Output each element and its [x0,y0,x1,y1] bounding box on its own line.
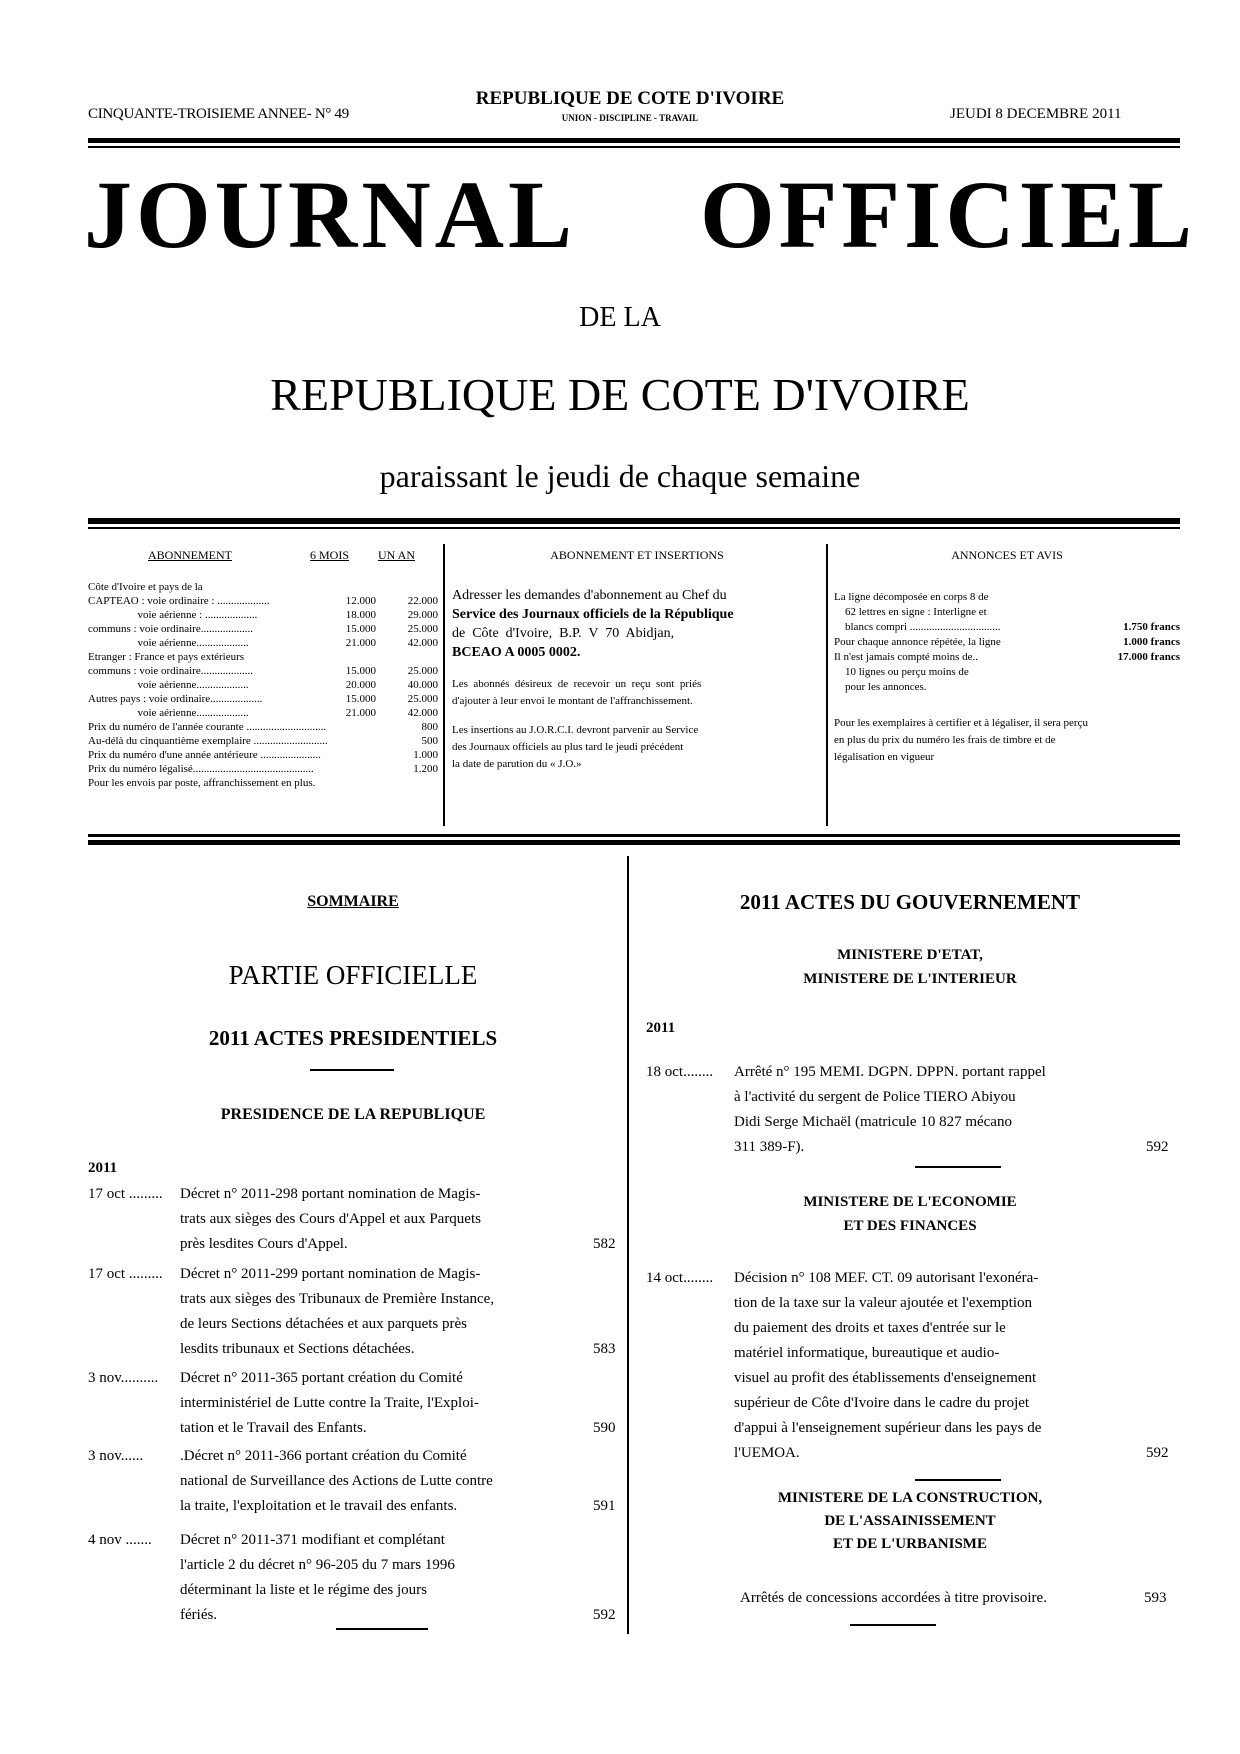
subscription-row-label: Etranger : France et pays extérieurs [88,651,245,663]
sommaire-entry-page: 591 [593,1498,616,1514]
gov-entry-line: à l'activité du sergent de Police TIERO Abiyou [734,1089,1016,1105]
subscription-row [88,692,438,706]
subscription-row-6mois: 15.000 [345,623,376,635]
annonces-note-line: Pour les exemplaires à certifier et à légaliser, il sera perçu [834,717,1088,729]
insertions-line-deadline: Les insertions au J.O.R.C.I. devront parvenir au Service [452,724,699,736]
sommaire-entry-date: 17 oct ......... [88,1266,163,1282]
sommaire-entry-line: Décret n° 2011-371 modifiant et complétant [180,1532,445,1548]
gov-entry-line: du paiement des droits et taxes d'entrée sur le [734,1320,1006,1336]
ministry-construction [640,1487,1180,1556]
subscription-row-an: 800 [421,721,438,733]
subscription-row-an: 29.000 [407,609,438,621]
subscription-row [88,608,438,622]
gov-entry-text [734,1060,1114,1160]
subscription-heading: ABONNEMENT [148,548,232,562]
col-6mois: 6 MOIS [310,548,350,562]
subscription-row-an: 22.000 [407,595,438,607]
sommaire-entry-line: tation et le Travail des Enfants. [180,1420,367,1436]
sommaire-entry-line: Décret n° 2011-299 portant nomination de Magis- [180,1266,481,1282]
subscription-row-6mois [330,580,376,594]
annonces-row-label: Pour chaque annonce répétée, la ligne [834,636,1001,648]
column-separator [627,856,629,1634]
sommaire-entry-page: 583 [593,1341,616,1357]
subscription-row [88,678,438,692]
subscription-row-an [376,776,438,790]
subscription-box [88,548,438,790]
right-rule-1 [915,1166,1001,1168]
subscription-row [88,594,438,608]
annonces-row-value: 1.000 francs [1123,636,1180,648]
gov-entry-line: l'UEMOA. [734,1445,800,1461]
annonces-row [834,635,1180,650]
gov-entry-line: tion de la taxe sur la valeur ajoutée et l'exemption [734,1295,1033,1311]
ministry-line: MINISTERE DE LA CONSTRUCTION, [777,1490,1043,1506]
subscription-row-label: Autres pays : voie ordinaire................... [88,693,263,705]
gov-entry-line: visuel au profit des établissements d'enseignement [734,1370,1037,1386]
masthead-title-right: OFFICIEL [700,161,1197,268]
annonces-row [834,590,1180,605]
sommaire-entry-page: 582 [593,1236,616,1252]
sommaire-heading: SOMMAIRE [307,893,399,910]
subscription-row-6mois [330,720,376,734]
masthead-country: REPUBLIQUE DE COTE D'IVOIRE [270,369,970,420]
gov-entry-line: d'appui à l'enseignement supérieur dans les pays de [734,1420,1042,1436]
masthead-de-la: DE LA [579,302,661,333]
annonces-note-line: en plus du prix du numéro les frais de timbre et de [834,734,1056,746]
right-entry-3-page: 593 [1144,1590,1167,1606]
sommaire-entry-line: fériés. [180,1607,218,1623]
ministry-line: MINISTERE DE L'INTERIEUR [803,971,1017,987]
gov-entry-line: 311 389-F). [734,1139,805,1155]
right-end-rule [850,1624,936,1626]
subscription-row-6mois: 18.000 [345,609,376,621]
subscription-row [88,580,438,594]
annonces-row-value [1096,605,1180,620]
annonces-row-value [1096,590,1180,605]
sommaire-entry-line: déterminant la liste et le régime des jours [180,1582,428,1598]
subscription-row-label: Au-délà du cinquantième exemplaire ........................... [88,735,328,747]
ministry-line: ET DE L'URBANISME [833,1536,987,1552]
ministry-interieur [640,943,1180,991]
subscription-row-an: 42.000 [407,707,438,719]
annonces-note [834,715,1180,766]
actes-gouvernement: 2011 ACTES DU GOUVERNEMENT [739,890,1081,914]
subscription-row [88,636,438,650]
subscription-row-an: 40.000 [407,679,438,691]
subscription-row [88,622,438,636]
box-divider-2 [826,544,828,826]
subscription-row-label: Prix du numéro légalisé............................................ [88,763,314,775]
presidence-heading: PRESIDENCE DE LA REPUBLIQUE [220,1106,486,1123]
sommaire-entry-text [180,1444,530,1519]
subscription-row-label: communs : voie ordinaire................... [88,665,253,677]
annonces-row-value: 1.750 francs [1123,621,1180,633]
subscription-row-label: Pour les envois par poste, affranchissement en plus. [88,777,316,789]
insertions-line-deadline: des Journaux officiels au plus tard le jeudi précédent [452,741,684,753]
sommaire-entry-page: 590 [593,1420,616,1436]
insertions-line-address: Adresser les demandes d'abonnement au Chef du [452,588,727,603]
annonces-box [834,548,1180,766]
subscription-row-an: 42.000 [407,637,438,649]
gov-entry-line: matériel informatique, bureautique et audio- [734,1345,1000,1361]
annonces-row-value [1096,680,1180,695]
box-bottom-rule [88,834,1180,837]
subscription-row-label: Prix du numéro de l'année courante ............................. [88,721,327,733]
gov-entry-line: Didi Serge Michaël (matricule 10 827 mécano [734,1114,1012,1130]
sommaire-entry-date: 4 nov ....... [88,1532,152,1548]
subscription-row [88,748,438,762]
left-year: 2011 [88,1160,118,1176]
annonces-row-label: 62 lettres en signe : Interligne et [834,606,987,618]
sommaire-entry-line: Décret n° 2011-365 portant création du Comité [180,1370,463,1386]
sommaire-entry-line: lesdits tribunaux et Sections détachées. [180,1341,415,1357]
subscription-row-label: voie aérienne................... [88,679,249,691]
gov-entry-line: supérieur de Côte d'Ivoire dans le cadre du projet [734,1395,1030,1411]
sommaire-entry-text [180,1528,530,1628]
subscription-row-an [376,580,438,594]
subscription-row [88,776,438,790]
subscription-row-an: 1.000 [413,749,438,761]
partie-officielle: PARTIE OFFICIELLE [228,960,478,990]
insertions-deadline [452,722,822,773]
republic-header: REPUBLIQUE DE COTE D'IVOIRE [475,88,785,109]
subscription-row-6mois [330,650,376,664]
subscription-row-label: voie aérienne................... [88,707,249,719]
annonces-rows [834,590,1180,695]
subscription-row-6mois: 20.000 [345,679,376,691]
sommaire-entry-line: Décret n° 2011-298 portant nomination de Magis- [180,1186,481,1202]
subscription-row [88,720,438,734]
ministry-line: MINISTERE D'ETAT, [837,947,983,963]
subscription-row [88,650,438,664]
box-divider-1 [443,544,445,826]
subscription-row [88,664,438,678]
annonces-row-label: Il n'est jamais compté moins de.. [834,651,979,663]
national-motto: UNION - DISCIPLINE - TRAVAIL [561,113,699,123]
annonces-row-value: 17.000 francs [1117,651,1180,663]
short-rule [310,1069,394,1071]
gov-entry-date: 18 oct........ [646,1064,714,1080]
subscription-row-6mois: 15.000 [345,693,376,705]
annonces-row-value [1096,665,1180,680]
ministry-economie [640,1190,1180,1238]
issue-number: CINQUANTE-TROISIEME ANNEE- N° 49 [88,106,349,122]
sommaire-entry-page: 592 [593,1607,616,1623]
right-entry-3 [740,1590,1180,1607]
box-bottom-rule-thick [88,840,1180,845]
right-rule-2 [915,1479,1001,1481]
subscription-row-an: 1.200 [413,763,438,775]
sommaire-entry-text [180,1262,530,1362]
sommaire-entry-line: l'article 2 du décret n° 96-205 du 7 mars 1996 [180,1557,455,1573]
subscription-row-an [376,650,438,664]
subscription-row-label: Côte d'Ivoire et pays de la [88,581,203,593]
left-end-rule [336,1628,428,1630]
sommaire-entry-line: national de Surveillance des Actions de Lutte contre [180,1473,493,1489]
subscription-row-an: 25.000 [407,665,438,677]
ministry-line: DE L'ASSAINISSEMENT [824,1513,996,1529]
insertions-address [452,586,822,662]
header-rule [88,138,1180,143]
subscription-rows [88,580,438,790]
insertions-receipt [452,676,822,710]
header-rule-thin [88,146,1180,148]
gov-entry-line: Décision n° 108 MEF. CT. 09 autorisant l'exonéra- [734,1270,1039,1286]
subscription-row-6mois [330,762,376,776]
annonces-row-label: 10 lignes ou perçu moins de [834,666,969,678]
sommaire-entry-line: trats aux sièges des Tribunaux de Première Instance, [180,1291,495,1307]
sommaire-entry-line: trats aux sièges des Cours d'Appel et aux Parquets [180,1211,481,1227]
subscription-row-an: 500 [421,735,438,747]
masthead-title-left: JOURNAL [84,161,577,268]
insertions-line-address: BCEAO A 0005 0002. [452,645,581,660]
subscription-row-label: communs : voie ordinaire................... [88,623,253,635]
sommaire-entry-line: la traite, l'exploitation et le travail des enfants. [180,1498,458,1514]
insertions-line-receipt: Les abonnés désireux de recevoir un reçu sont priés [452,678,702,690]
sommaire-entry-date: 17 oct ......... [88,1186,163,1202]
insertions-line-receipt: d'ajouter à leur envoi le montant de l'affranchissement. [452,695,693,707]
insertions-line-address: Service des Journaux officiels de la République [452,607,734,622]
sommaire-entry-line: de leurs Sections détachées et aux parquets près [180,1316,467,1332]
subscription-row [88,762,438,776]
sommaire-entry-text [180,1182,530,1257]
subscription-row-label: voie aérienne : ................... [88,609,258,621]
subscription-row-an: 25.000 [407,623,438,635]
masthead-rule [88,518,1180,524]
subscription-row [88,734,438,748]
sommaire-entry-line: interministériel de Lutte contre la Traite, l'Exploi- [180,1395,479,1411]
subscription-row-6mois: 15.000 [345,665,376,677]
annonces-row-label: blancs compri ................................. [834,621,1001,633]
annonces-row-label: pour les annonces. [834,681,927,693]
gov-entry-date: 14 oct........ [646,1270,714,1286]
annonces-row-label: La ligne décomposée en corps 8 de [834,591,989,603]
annonces-row [834,605,1180,620]
sommaire-entry-text [180,1366,530,1441]
ministry-line: MINISTERE DE L'ECONOMIE [803,1194,1017,1210]
insertions-box [452,548,822,773]
annonces-heading: ANNONCES ET AVIS [951,548,1063,562]
subscription-row-label: voie aérienne................... [88,637,249,649]
sommaire-entry-line: près lesdites Cours d'Appel. [180,1236,348,1252]
actes-presidentiels: 2011 ACTES PRESIDENTIELS [208,1026,498,1050]
masthead-rule-thin [88,527,1180,529]
col-un-an: UN AN [378,548,416,562]
subscription-row-6mois [330,776,376,790]
gov-entry-line: Arrêté n° 195 MEMI. DGPN. DPPN. portant rappel [734,1064,1046,1080]
subscription-row-6mois [330,734,376,748]
subscription-row-6mois: 12.000 [345,595,376,607]
subscription-row-6mois: 21.000 [345,707,376,719]
masthead-tagline: paraissant le jeudi de chaque semaine [379,458,861,494]
gov-entry-text [734,1266,1114,1466]
right-year: 2011 [646,1020,676,1036]
annonces-row [834,680,1180,695]
subscription-row-an: 25.000 [407,693,438,705]
sommaire-entry-date: 3 nov...... [88,1448,144,1464]
annonces-row [834,650,1180,665]
annonces-row [834,665,1180,680]
subscription-row-label: CAPTEAO : voie ordinaire : ................... [88,595,270,607]
subscription-row-6mois: 21.000 [345,637,376,649]
issue-date: JEUDI 8 DECEMBRE 2011 [950,106,1122,122]
annonces-row [834,620,1180,635]
subscription-row-label: Prix du numéro d'une année antérieure ...................... [88,749,321,761]
insertions-line-deadline: la date de parution du « J.O.» [452,758,582,770]
sommaire-entry-date: 3 nov.......... [88,1370,159,1386]
subscription-row [88,706,438,720]
gov-entry-page: 592 [1146,1139,1169,1155]
insertions-heading: ABONNEMENT ET INSERTIONS [550,548,724,562]
subscription-row-6mois [330,748,376,762]
sommaire-entry-line: .Décret n° 2011-366 portant création du Comité [180,1448,467,1464]
gov-entry-page: 592 [1146,1445,1169,1461]
insertions-line-address: de Côte d'Ivoire, B.P. V 70 Abidjan, [452,626,675,641]
right-entry-3-text: Arrêtés de concessions accordées à titre provisoire. [740,1590,1047,1606]
ministry-line: ET DES FINANCES [843,1218,977,1234]
annonces-note-line: légalisation en vigueur [834,751,935,763]
